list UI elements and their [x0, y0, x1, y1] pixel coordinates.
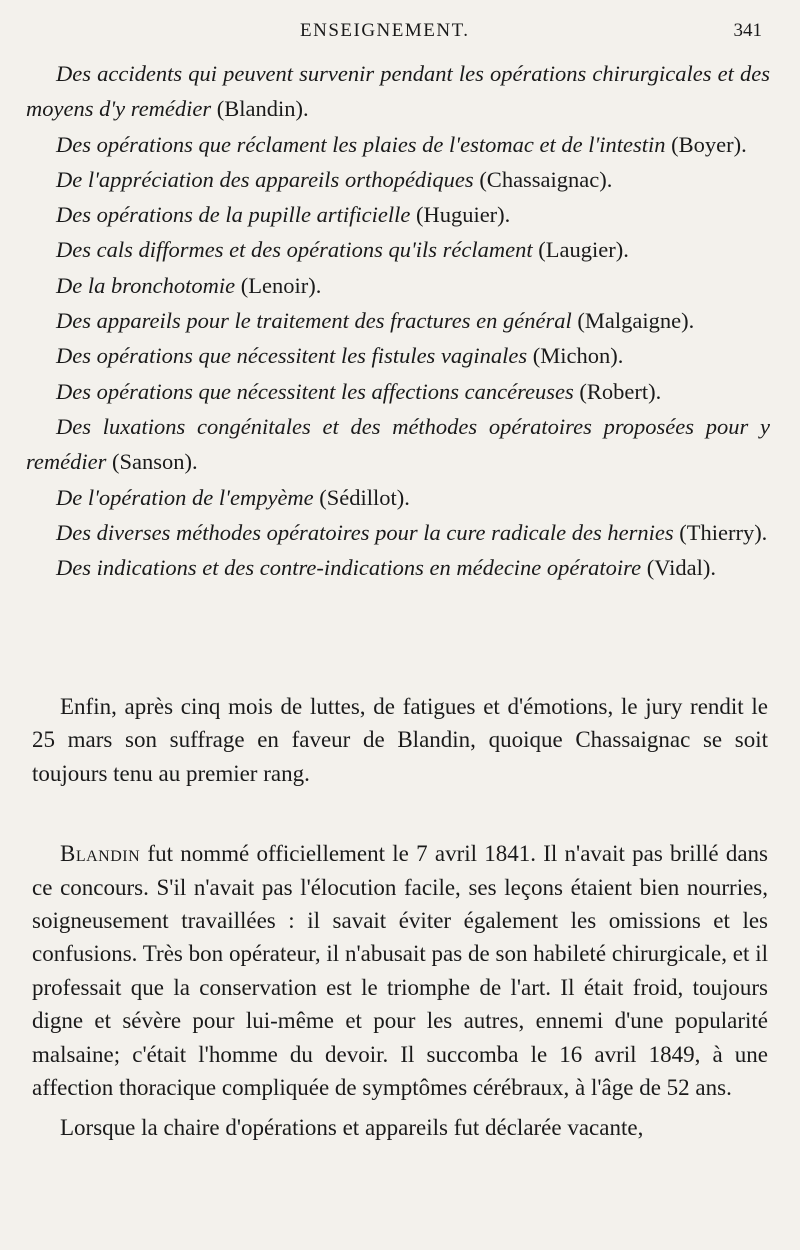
topic-item: [26, 374, 770, 409]
topic-author: (Vidal).: [646, 555, 716, 581]
topic-item: [26, 268, 770, 303]
topic-item: [26, 162, 770, 197]
topic-author: (Michon).: [532, 343, 624, 369]
topic-title: Des opérations que nécessitent les affections cancéreuses: [56, 378, 574, 404]
topic-item: [26, 197, 770, 232]
topic-title: De l'appréciation des appareils orthopédiques: [56, 166, 474, 192]
topic-item: [26, 303, 770, 338]
topic-title: Des opérations que nécessitent les fistules vaginales: [56, 343, 528, 369]
topic-title: De l'opération de l'empyème: [56, 484, 314, 510]
paragraph-jury-verdict: Enfin, après cinq mois de luttes, de fatigues et d'émotions, le jury rendit le 25 mars son suffrage en faveur de Blandin, quoique Chassaignac se soit toujours tenu au premier rang.: [32, 694, 768, 786]
topic-author: (Sédillot).: [319, 484, 410, 510]
topic-author: (Blandin).: [216, 96, 309, 122]
page-number: 341: [733, 20, 762, 41]
topic-title: Des accidents qui peuvent survenir pendant les opérations chirurgicales et des moyens d'y remédier: [26, 61, 770, 122]
topic-title: De la bronchotomie: [56, 272, 236, 298]
topic-title: Des cals difformes et des opérations qu'ils réclament: [56, 237, 533, 263]
running-title: ENSEIGNEMENT.: [300, 20, 470, 41]
topic-author: (Boyer).: [671, 131, 747, 157]
topic-item: [26, 127, 770, 162]
topic-author: (Laugier).: [538, 237, 629, 263]
topic-item: [26, 409, 770, 480]
topic-item: [26, 550, 770, 585]
topic-author: (Huguier).: [415, 202, 511, 228]
topic-title: Des appareils pour le traitement des fractures en général: [56, 308, 572, 334]
paragraph-text: fut nommé officiellement le 7 avril 1841. Il n'avait pas brillé dans ce concours. S'il n'avait pas l'élocution facile, ses leçons étaient bien nourries, soigneusement travaillées : il savait éviter également les omissions et les confusions. Très bon opérateur, il n'abusait pas de son habileté chirurgicale, et il professait que la conservation est le triomphe de l'art. Il était froid, toujours digne et sévère pour lui-même et pour les autres, ennemi d'une popularité malsaine; c'était l'homme du devoir. Il succomba le 16 avril 1849, à une affection thoracique compliquée de symptômes cérébraux, à l'âge de 52 ans.: [32, 841, 768, 1101]
page-header: [0, 20, 800, 50]
topic-author: (Lenoir).: [240, 272, 322, 298]
topic-item: [26, 232, 770, 267]
topic-author: (Sanson).: [112, 449, 198, 475]
topic-author: (Chassaignac).: [479, 166, 613, 192]
topic-author: (Thierry).: [679, 519, 768, 545]
topic-title: Des diverses méthodes opératoires pour la cure radicale des hernies: [56, 519, 674, 545]
topic-author: (Malgaigne).: [577, 308, 695, 334]
topic-item: [26, 480, 770, 515]
paragraph-blandin-appointment: [32, 837, 768, 1104]
topic-author: (Robert).: [579, 378, 662, 404]
topic-title: Des luxations congénitales et des méthodes opératoires proposées pour y remédier: [26, 413, 770, 475]
person-name-smallcaps: Blandin: [60, 841, 141, 867]
topic-title: Des opérations que réclament les plaies de l'estomac et de l'intestin: [56, 131, 666, 157]
paragraph-chair-vacancy: Lorsque la chaire d'opérations et appareils fut déclarée vacante,: [60, 1115, 644, 1141]
topic-title: Des indications et des contre-indications en médecine opératoire: [56, 555, 642, 581]
topic-item: [26, 338, 770, 373]
topic-title: Des opérations de la pupille artificielle: [56, 202, 411, 228]
topic-item: [26, 515, 770, 550]
body-text: [32, 690, 768, 1145]
thesis-topic-list: [26, 56, 770, 585]
topic-item: [26, 56, 770, 127]
